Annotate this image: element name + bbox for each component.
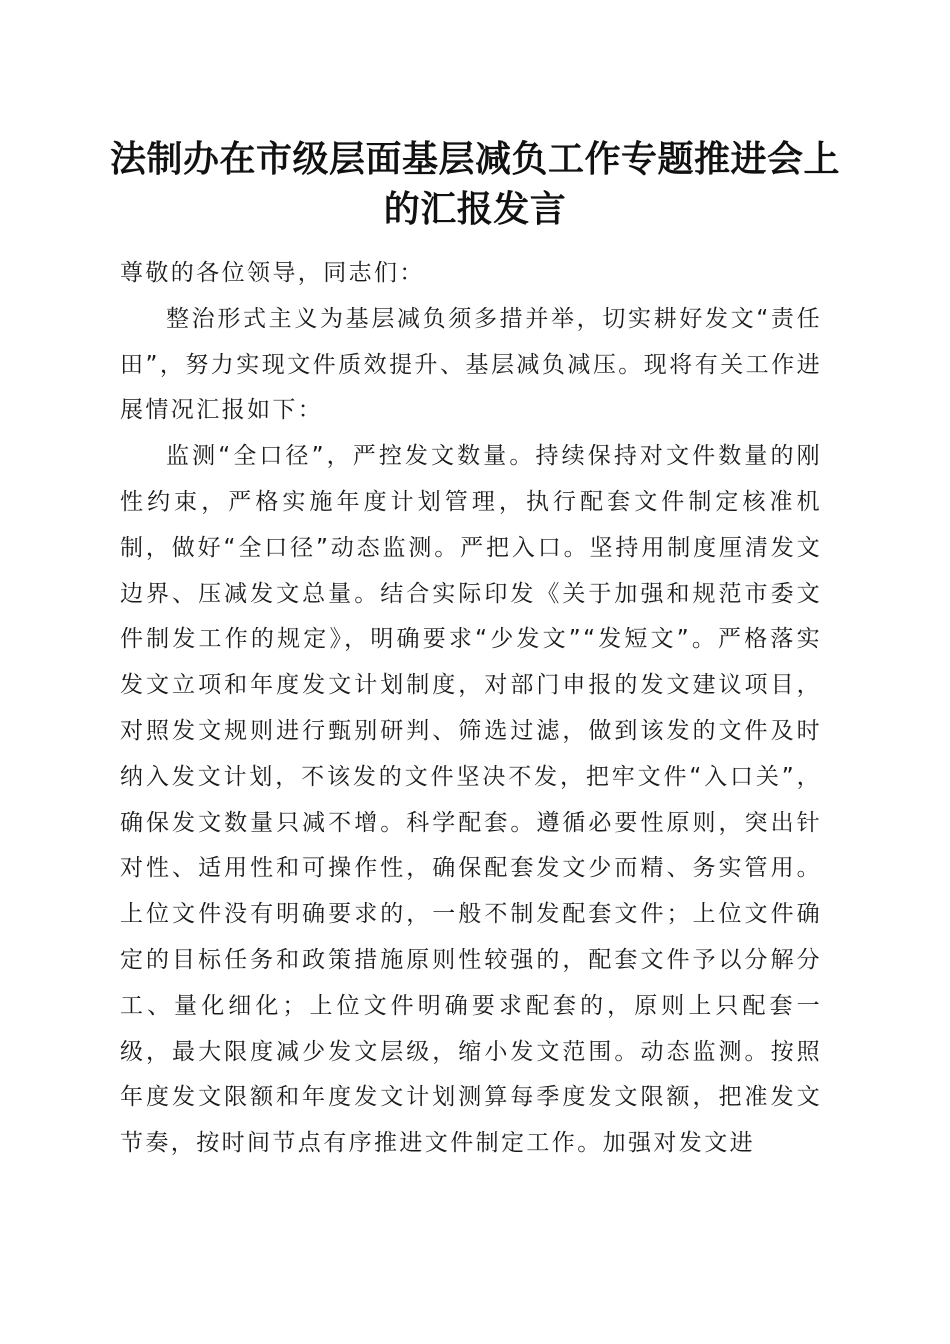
document-title: 法制办在市级层面基层减负工作专题推进会上的汇报发言 [110,138,841,230]
salutation: 尊敬的各位领导，同志们： [120,260,425,286]
paragraph-intro: 整治形式主义为基层减负须多措并举，切实耕好发文“责任田”，努力实现文件质效提升、基层减负减压。现将有关工作进展情况汇报如下： [120,305,822,424]
document-body [120,251,822,1167]
paragraph-monitoring: 监测“全口径”，严控发文数量。持续保持对文件数量的刚性约束，严格实施年度计划管理，执行配套文件制定核准机制，做好“全口径”动态监测。严把入口。坚持用制度厘清发文边界、压减发文总量。结合实际印发《关于加强和规范市委文件制发工作的规定》，明确要求“少发文”“发短文”。严格落实发文立项和年度发文计划制度，对部门申报的发文建议项目，对照发文规则进行甄别研判、筛选过滤，做到该发的文件及时纳入发文计划，不该发的文件坚决不发，把牢文件“入口关”，确保发文数量只减不增。科学配套。遵循必要性原则，突出针对性、适用性和可操作性，确保配套发文少而精、务实管用。上位文件没有明确要求的，一般不制发配套文件；上位文件确定的目标任务和政策措施原则性较强的，配套文件予以分解分工、量化细化；上位文件明确要求配套的，原则上只配套一级，最大限度减少发文层级，缩小发文范围。动态监测。按照年度发文限额和年度发文计划测算每季度发文限额，把准发文节奏，按时间节点有序推进文件制定工作。加强对发文进 [120,443,822,1157]
